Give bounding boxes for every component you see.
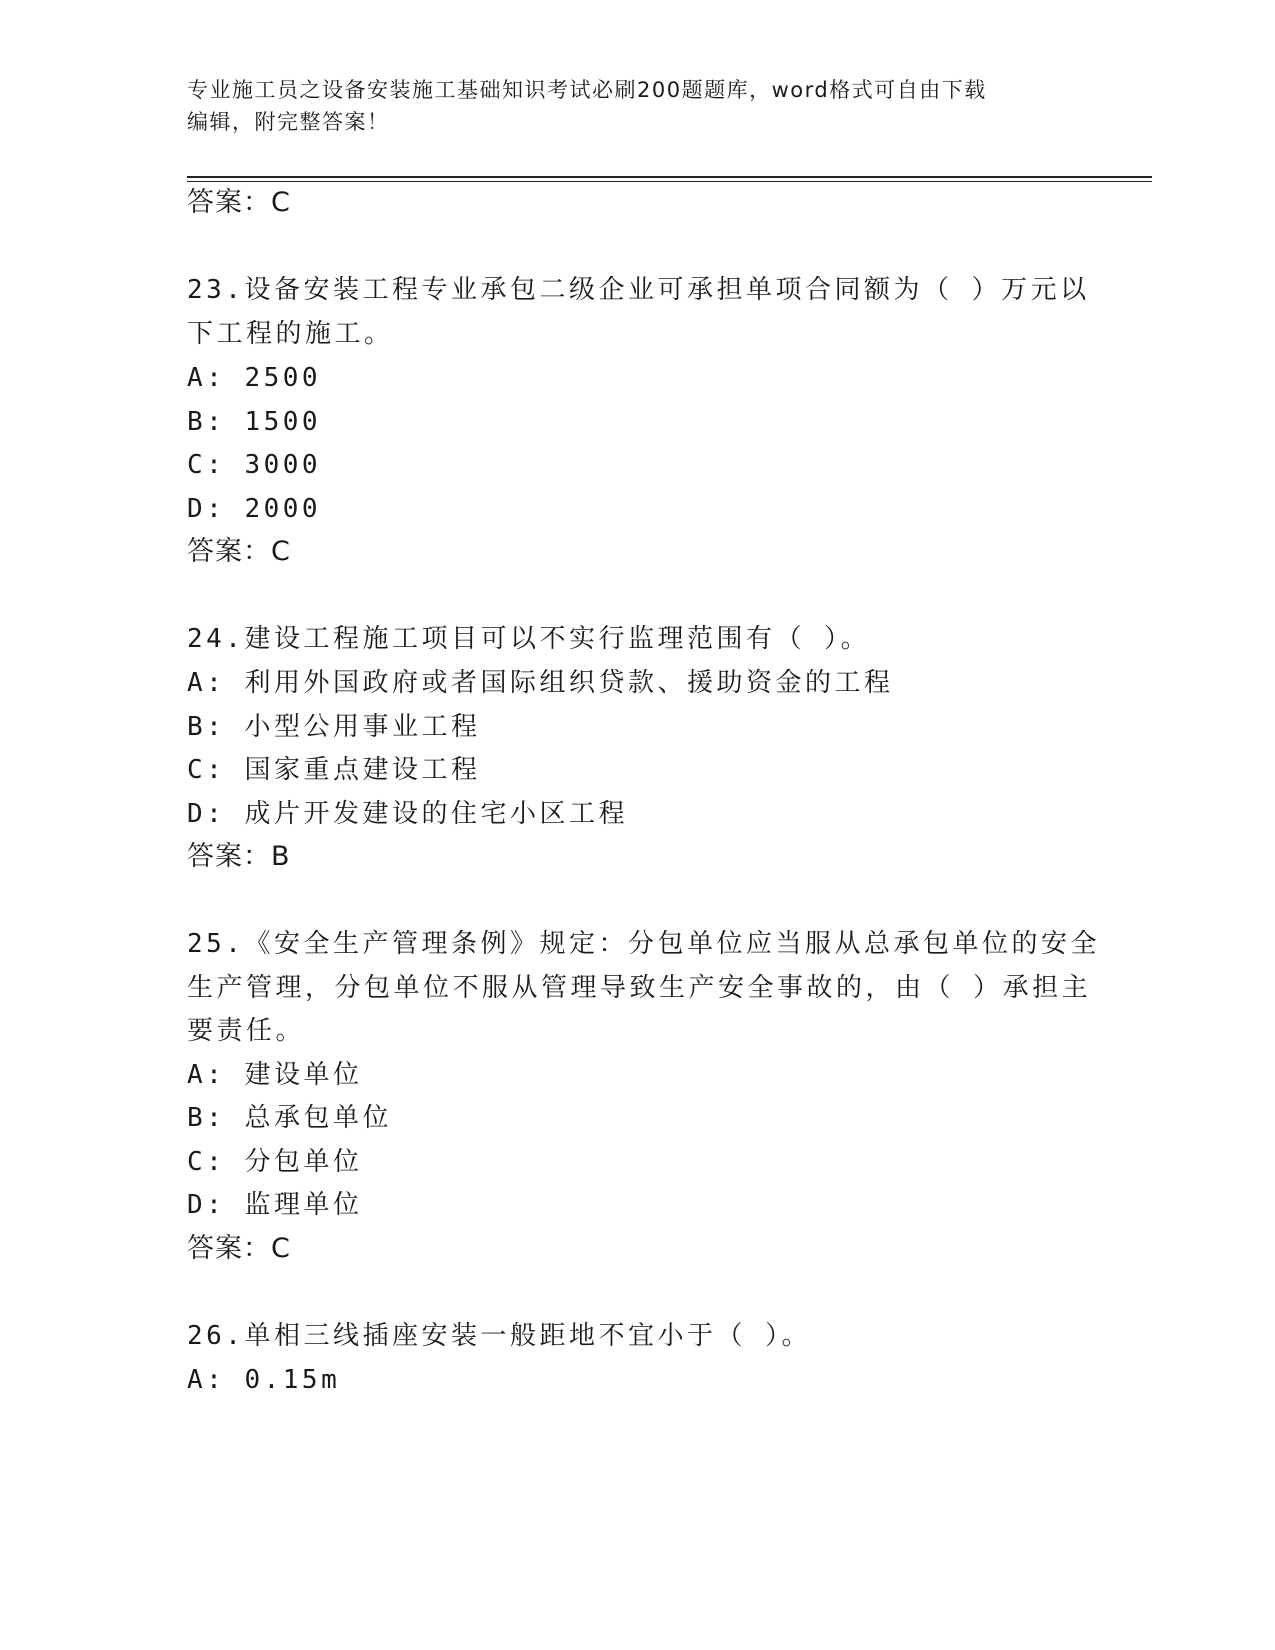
answer-25: 答案：C (187, 1233, 291, 1264)
question-24-option-c: C: 国家重点建设工程 (187, 755, 481, 785)
header-line-2: 编辑，附完整答案！ (187, 110, 390, 134)
answer-22: 答案：C (187, 187, 291, 218)
question-23-text-line-1: 23.设备安装工程专业承包二级企业可承担单项合同额为（ ）万元以 (187, 275, 1090, 305)
answer-23: 答案：C (187, 536, 291, 567)
question-24-option-b: B: 小型公用事业工程 (187, 712, 481, 742)
question-23-option-c: C: 3000 (187, 450, 322, 480)
document-header (187, 74, 1067, 138)
question-23-option-a: A: 2500 (187, 363, 322, 393)
header-line-1: 专业施工员之设备安装施工基础知识考试必刷200题题库，word格式可自由下载 (187, 78, 987, 102)
question-24-option-a: A: 利用外国政府或者国际组织贷款、援助资金的工程 (187, 668, 894, 698)
answer-24: 答案：B (187, 841, 291, 872)
header-divider-thick (187, 176, 1152, 178)
question-25-option-c: C: 分包单位 (187, 1147, 363, 1177)
question-24-text-line-1: 24.建设工程施工项目可以不实行监理范围有（ ）。 (187, 624, 871, 654)
question-25-text-line-3: 要责任。 (187, 1016, 306, 1046)
question-25-option-b: B: 总承包单位 (187, 1103, 392, 1133)
question-25-option-a: A: 建设单位 (187, 1060, 363, 1090)
question-25-text-line-1: 25.《安全生产管理条例》规定：分包单位应当服从总承包单位的安全 (187, 929, 1100, 959)
question-24-option-d: D: 成片开发建设的住宅小区工程 (187, 799, 628, 829)
question-23-option-b: B: 1500 (187, 407, 322, 437)
question-25-text-line-2: 生产管理，分包单位不服从管理导致生产安全事故的，由（ ）承担主 (187, 973, 1092, 1003)
question-26-option-a: A: 0.15m (187, 1365, 341, 1395)
header-divider-thin (187, 181, 1152, 182)
question-26-text-line-1: 26.单相三线插座安装一般距地不宜小于（ ）。 (187, 1321, 812, 1351)
question-23-option-d: D: 2000 (187, 494, 322, 524)
question-23-text-line-2: 下工程的施工。 (187, 319, 394, 349)
question-25-option-d: D: 监理单位 (187, 1190, 363, 1220)
